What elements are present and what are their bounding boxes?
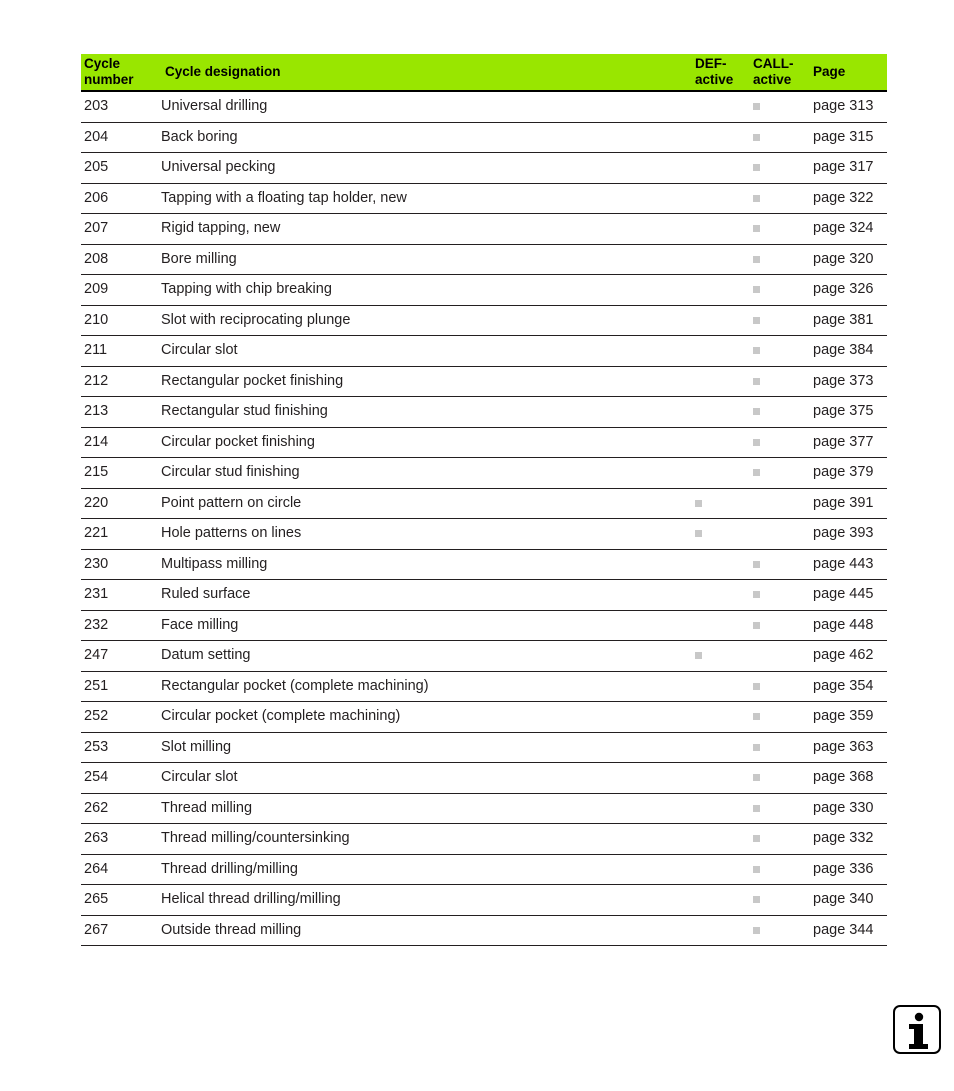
call-active-cell xyxy=(753,739,760,755)
cycle-designation: Thread milling xyxy=(161,799,253,816)
call-active-cell xyxy=(753,922,760,938)
header-call-active xyxy=(753,56,794,88)
table-row xyxy=(81,428,887,459)
cycle-designation: Circular pocket (complete machining) xyxy=(161,708,401,724)
call-active-cell xyxy=(753,373,760,389)
call-active-cell xyxy=(753,220,760,236)
cycle-number: 262 xyxy=(84,799,109,816)
page-reference: page 330 xyxy=(813,799,874,816)
cycle-number: 207 xyxy=(84,220,109,236)
call-active-cell xyxy=(753,891,760,907)
square-marker-icon xyxy=(753,378,760,385)
page-reference: page 313 xyxy=(813,98,874,114)
cycle-table xyxy=(81,54,887,946)
cycle-designation: Thread drilling/milling xyxy=(161,860,298,877)
cycle-number: 212 xyxy=(84,372,109,389)
call-active-cell xyxy=(753,861,760,877)
call-active-cell xyxy=(753,312,760,328)
cycle-number: 264 xyxy=(84,860,109,877)
header-def-active xyxy=(695,56,733,88)
cycle-designation: Back boring xyxy=(161,128,238,145)
call-active-cell xyxy=(753,678,760,694)
call-active-cell xyxy=(753,403,760,419)
cycle-number: 214 xyxy=(84,433,109,450)
page-reference: page 315 xyxy=(813,128,874,145)
cycle-number: 220 xyxy=(84,494,109,511)
page-reference: page 359 xyxy=(813,708,874,724)
call-active-cell xyxy=(753,464,760,480)
square-marker-icon xyxy=(753,134,760,141)
cycle-number: 204 xyxy=(84,128,109,145)
cycle-designation: Ruled surface xyxy=(161,586,251,602)
page-reference: page 336 xyxy=(813,860,874,877)
table-row xyxy=(81,733,887,764)
cycle-designation: Slot milling xyxy=(161,738,232,755)
page-reference: page 324 xyxy=(813,220,874,236)
page-reference: page 320 xyxy=(813,250,874,267)
cycle-designation: Thread milling/countersinking xyxy=(161,830,350,846)
cycle-number: 267 xyxy=(84,921,109,938)
cycle-number: 208 xyxy=(84,250,109,267)
square-marker-icon xyxy=(753,744,760,751)
table-row xyxy=(81,306,887,337)
square-marker-icon xyxy=(753,225,760,232)
call-active-cell xyxy=(753,769,760,785)
page-reference: page 443 xyxy=(813,555,874,572)
square-marker-icon xyxy=(753,805,760,812)
cycle-designation: Tapping with a floating tap holder, new xyxy=(161,189,407,206)
table-row xyxy=(81,885,887,916)
table-row xyxy=(81,519,887,550)
page-reference: page 445 xyxy=(813,586,874,602)
square-marker-icon xyxy=(753,164,760,171)
cycle-designation: Hole patterns on lines xyxy=(161,525,302,541)
table-row xyxy=(81,641,887,672)
page-reference: page 363 xyxy=(813,738,874,755)
page-reference: page 381 xyxy=(813,311,874,328)
call-active-cell xyxy=(753,434,760,450)
cycle-number: 232 xyxy=(84,616,109,633)
page-reference: page 344 xyxy=(813,921,874,938)
cycle-designation: Rigid tapping, new xyxy=(161,220,281,236)
table-row xyxy=(81,763,887,794)
cycle-designation: Datum setting xyxy=(161,647,251,663)
header-cycle-number-line2: number xyxy=(84,72,134,87)
call-active-cell xyxy=(753,129,760,145)
def-active-cell xyxy=(695,495,702,511)
page-reference: page 393 xyxy=(813,525,874,541)
table-row xyxy=(81,275,887,306)
cycle-designation: Outside thread milling xyxy=(161,921,302,938)
cycle-designation: Point pattern on circle xyxy=(161,494,302,511)
page-reference: page 340 xyxy=(813,891,874,907)
cycle-designation: Helical thread drilling/milling xyxy=(161,891,341,907)
cycle-designation: Universal drilling xyxy=(161,98,268,114)
table-row xyxy=(81,672,887,703)
table-row xyxy=(81,153,887,184)
table-row xyxy=(81,123,887,154)
call-active-cell xyxy=(753,617,760,633)
table-row xyxy=(81,367,887,398)
square-marker-icon xyxy=(753,896,760,903)
cycle-number: 251 xyxy=(84,677,109,694)
square-marker-icon xyxy=(695,652,702,659)
square-marker-icon xyxy=(753,713,760,720)
cycle-number: 211 xyxy=(84,342,108,358)
page-reference: page 317 xyxy=(813,159,874,175)
table-row xyxy=(81,245,887,276)
page-reference: page 332 xyxy=(813,830,874,846)
cycle-designation: Tapping with chip breaking xyxy=(161,281,332,297)
call-active-cell xyxy=(753,251,760,267)
cycle-designation: Circular pocket finishing xyxy=(161,433,315,450)
page-reference: page 391 xyxy=(813,494,874,511)
square-marker-icon xyxy=(753,439,760,446)
table-body xyxy=(81,92,887,946)
cycle-designation: Circular slot xyxy=(161,769,238,785)
info-icon xyxy=(893,1005,941,1054)
square-marker-icon xyxy=(753,927,760,934)
table-row xyxy=(81,214,887,245)
def-active-cell xyxy=(695,525,702,541)
table-row xyxy=(81,702,887,733)
page-reference: page 377 xyxy=(813,433,874,450)
call-active-cell xyxy=(753,800,760,816)
square-marker-icon xyxy=(753,469,760,476)
table-row xyxy=(81,916,887,947)
header-call-line1: CALL- xyxy=(753,56,794,71)
cycle-number: 203 xyxy=(84,98,109,114)
cycle-designation: Face milling xyxy=(161,616,239,633)
cycle-number: 247 xyxy=(84,647,109,663)
table-row xyxy=(81,824,887,855)
table-header xyxy=(81,54,887,92)
page-reference: page 375 xyxy=(813,403,874,419)
cycle-number: 252 xyxy=(84,708,109,724)
table-row xyxy=(81,184,887,215)
square-marker-icon xyxy=(753,591,760,598)
header-def-line2: active xyxy=(695,72,734,87)
call-active-cell xyxy=(753,98,760,114)
page-reference: page 448 xyxy=(813,616,874,633)
square-marker-icon xyxy=(753,256,760,263)
cycle-number: 210 xyxy=(84,311,109,328)
page-reference: page 322 xyxy=(813,189,874,206)
page-reference: page 384 xyxy=(813,342,874,358)
square-marker-icon xyxy=(753,866,760,873)
table-row xyxy=(81,580,887,611)
page-reference: page 354 xyxy=(813,677,874,694)
cycle-number: 230 xyxy=(84,555,109,572)
cycle-number: 213 xyxy=(84,403,109,419)
def-active-cell xyxy=(695,647,702,663)
cycle-number: 253 xyxy=(84,738,109,755)
cycle-number: 215 xyxy=(84,464,109,480)
header-call-line2: active xyxy=(753,72,792,87)
page-reference: page 379 xyxy=(813,464,874,480)
cycle-designation: Slot with reciprocating plunge xyxy=(161,311,351,328)
table-row xyxy=(81,794,887,825)
header-def-line1: DEF- xyxy=(695,56,727,71)
page-reference: page 326 xyxy=(813,281,874,297)
square-marker-icon xyxy=(753,835,760,842)
square-marker-icon xyxy=(753,195,760,202)
square-marker-icon xyxy=(695,500,702,507)
cycle-number: 205 xyxy=(84,159,109,175)
table-row xyxy=(81,458,887,489)
page-reference: page 373 xyxy=(813,372,874,389)
cycle-designation: Rectangular pocket finishing xyxy=(161,372,344,389)
square-marker-icon xyxy=(695,530,702,537)
cycle-number: 265 xyxy=(84,891,109,907)
call-active-cell xyxy=(753,708,760,724)
call-active-cell xyxy=(753,159,760,175)
square-marker-icon xyxy=(753,317,760,324)
cycle-designation: Multipass milling xyxy=(161,555,268,572)
cycle-number: 254 xyxy=(84,769,109,785)
cycle-designation: Circular slot xyxy=(161,342,238,358)
call-active-cell xyxy=(753,342,760,358)
table-row xyxy=(81,611,887,642)
square-marker-icon xyxy=(753,683,760,690)
table-row xyxy=(81,489,887,520)
header-cycle-number-line1: Cycle xyxy=(84,56,121,71)
header-page: Page xyxy=(813,64,846,79)
call-active-cell xyxy=(753,281,760,297)
header-cycle-number xyxy=(84,56,134,88)
call-active-cell xyxy=(753,586,760,602)
call-active-cell xyxy=(753,556,760,572)
call-active-cell xyxy=(753,190,760,206)
cycle-designation: Rectangular stud finishing xyxy=(161,403,328,419)
cycle-designation: Bore milling xyxy=(161,250,237,267)
cycle-designation: Circular stud finishing xyxy=(161,464,300,480)
cycle-number: 263 xyxy=(84,830,109,846)
square-marker-icon xyxy=(753,286,760,293)
call-active-cell xyxy=(753,830,760,846)
cycle-number: 231 xyxy=(84,586,109,602)
square-marker-icon xyxy=(753,347,760,354)
cycle-number: 221 xyxy=(84,525,109,541)
square-marker-icon xyxy=(753,408,760,415)
header-cycle-designation: Cycle designation xyxy=(165,64,281,79)
table-row xyxy=(81,855,887,886)
table-row xyxy=(81,336,887,367)
table-row xyxy=(81,550,887,581)
page-reference: page 368 xyxy=(813,769,874,785)
cycle-number: 206 xyxy=(84,189,109,206)
cycle-number: 209 xyxy=(84,281,109,297)
square-marker-icon xyxy=(753,622,760,629)
cycle-designation: Universal pecking xyxy=(161,159,276,175)
cycle-designation: Rectangular pocket (complete machining) xyxy=(161,677,429,694)
page-reference: page 462 xyxy=(813,647,874,663)
square-marker-icon xyxy=(753,103,760,110)
table-row xyxy=(81,397,887,428)
square-marker-icon xyxy=(753,561,760,568)
table-row xyxy=(81,92,887,123)
square-marker-icon xyxy=(753,774,760,781)
